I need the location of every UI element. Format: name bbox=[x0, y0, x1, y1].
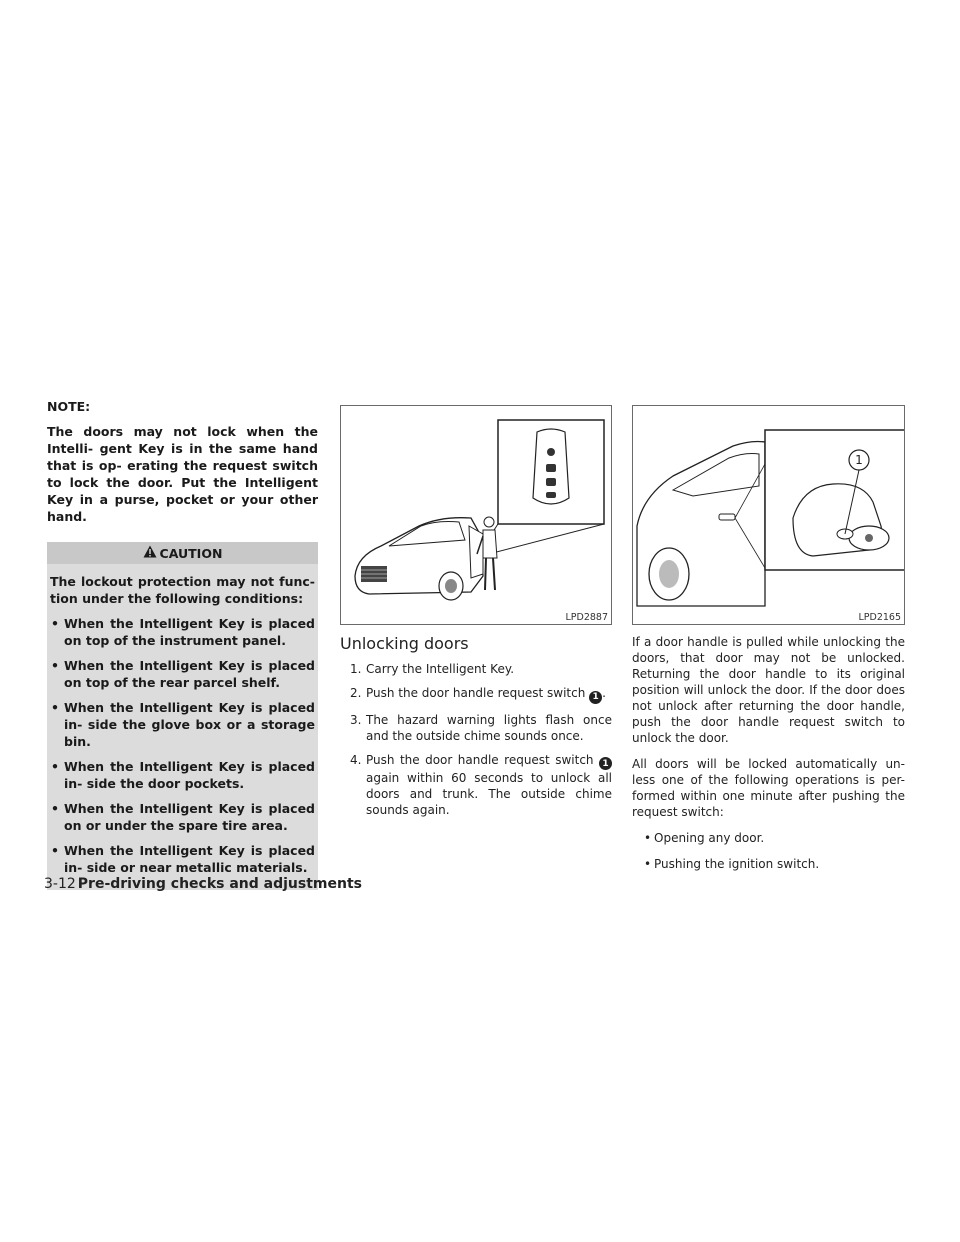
bullet-list bbox=[632, 830, 905, 872]
warning-triangle-icon bbox=[143, 545, 157, 561]
paragraph: If a door handle is pulled while unlocking the doors, that door may not be unlocked. Returning the door handle to its original position will unlock the door. If the door does not unlock after returning the door handle, push the door handle request switch to unlock the door. bbox=[632, 635, 905, 745]
callout-marker: 1 bbox=[589, 691, 602, 704]
door-handle-illustration bbox=[633, 406, 905, 624]
callout-marker: 1 bbox=[599, 757, 612, 770]
step-number: 4. bbox=[350, 752, 362, 767]
caution-box bbox=[47, 542, 318, 890]
caution-intro: The lockout protection may not func- tion under the following conditions: bbox=[50, 574, 315, 606]
step-text: Carry the Intelligent Key. bbox=[366, 662, 515, 676]
note-body: The doors may not lock when the Intelli- gent Key is in the same hand that is op- erating the request switch to lock the door. Put the Intelligent Key in a purse, pocket or your other hand. bbox=[47, 424, 318, 524]
step-text-after: . bbox=[602, 686, 606, 700]
note-heading: NOTE: bbox=[47, 399, 91, 414]
caution-item: • When the Intelligent Key is placed in- side the glove box or a storage bin. bbox=[50, 699, 315, 750]
left-column bbox=[47, 399, 318, 890]
page-number: 3-12 bbox=[44, 876, 76, 892]
chapter-title: Pre-driving checks and adjustments bbox=[77, 876, 362, 892]
step-number: 1. bbox=[350, 662, 362, 676]
step-item bbox=[340, 661, 612, 677]
caution-item: • When the Intelligent Key is placed in- side the door pockets. bbox=[50, 758, 315, 792]
step-text: Push the door handle request switch bbox=[366, 752, 594, 767]
section-title: Unlocking doors bbox=[340, 634, 469, 653]
bullet-item: • Opening any door. bbox=[632, 830, 905, 846]
step-number: 3. bbox=[350, 712, 362, 727]
car-and-person-illustration bbox=[341, 406, 612, 624]
caution-heading: CAUTION bbox=[159, 545, 223, 561]
figure-code: LPD2165 bbox=[858, 612, 901, 623]
page-footer bbox=[44, 876, 362, 892]
caution-item: • When the Intelligent Key is placed in- side or near metallic materials. bbox=[50, 842, 315, 876]
step-text: The hazard warning lights flash once and the outside chime sounds once. bbox=[366, 712, 612, 743]
bullet-item: • Pushing the ignition switch. bbox=[632, 856, 905, 872]
step-text-after: again within 60 seconds to unlock all doors and trunk. The outside chime sounds again. bbox=[366, 771, 612, 817]
step-item bbox=[340, 712, 612, 744]
caution-header bbox=[47, 542, 318, 564]
step-text: Push the door handle request switch bbox=[366, 686, 586, 700]
caution-item: • When the Intelligent Key is placed on or under the spare tire area. bbox=[50, 800, 315, 834]
figure-code: LPD2887 bbox=[565, 612, 608, 623]
caution-list bbox=[50, 615, 315, 876]
caution-item: • When the Intelligent Key is placed on top of the instrument panel. bbox=[50, 615, 315, 649]
paragraph: All doors will be locked automatically un- less one of the following operations is per- formed within one minute after pushing the request switch: bbox=[632, 757, 905, 819]
middle-column bbox=[340, 405, 612, 826]
caution-item: • When the Intelligent Key is placed on top of the rear parcel shelf. bbox=[50, 657, 315, 691]
step-number: 2. bbox=[350, 686, 362, 700]
step-item bbox=[340, 685, 612, 704]
step-list bbox=[340, 661, 612, 818]
right-column bbox=[632, 405, 905, 882]
callout-label: 1 bbox=[855, 453, 863, 467]
figure-door-handle bbox=[632, 405, 905, 625]
figure-key-approach bbox=[340, 405, 612, 625]
step-item bbox=[340, 752, 612, 819]
